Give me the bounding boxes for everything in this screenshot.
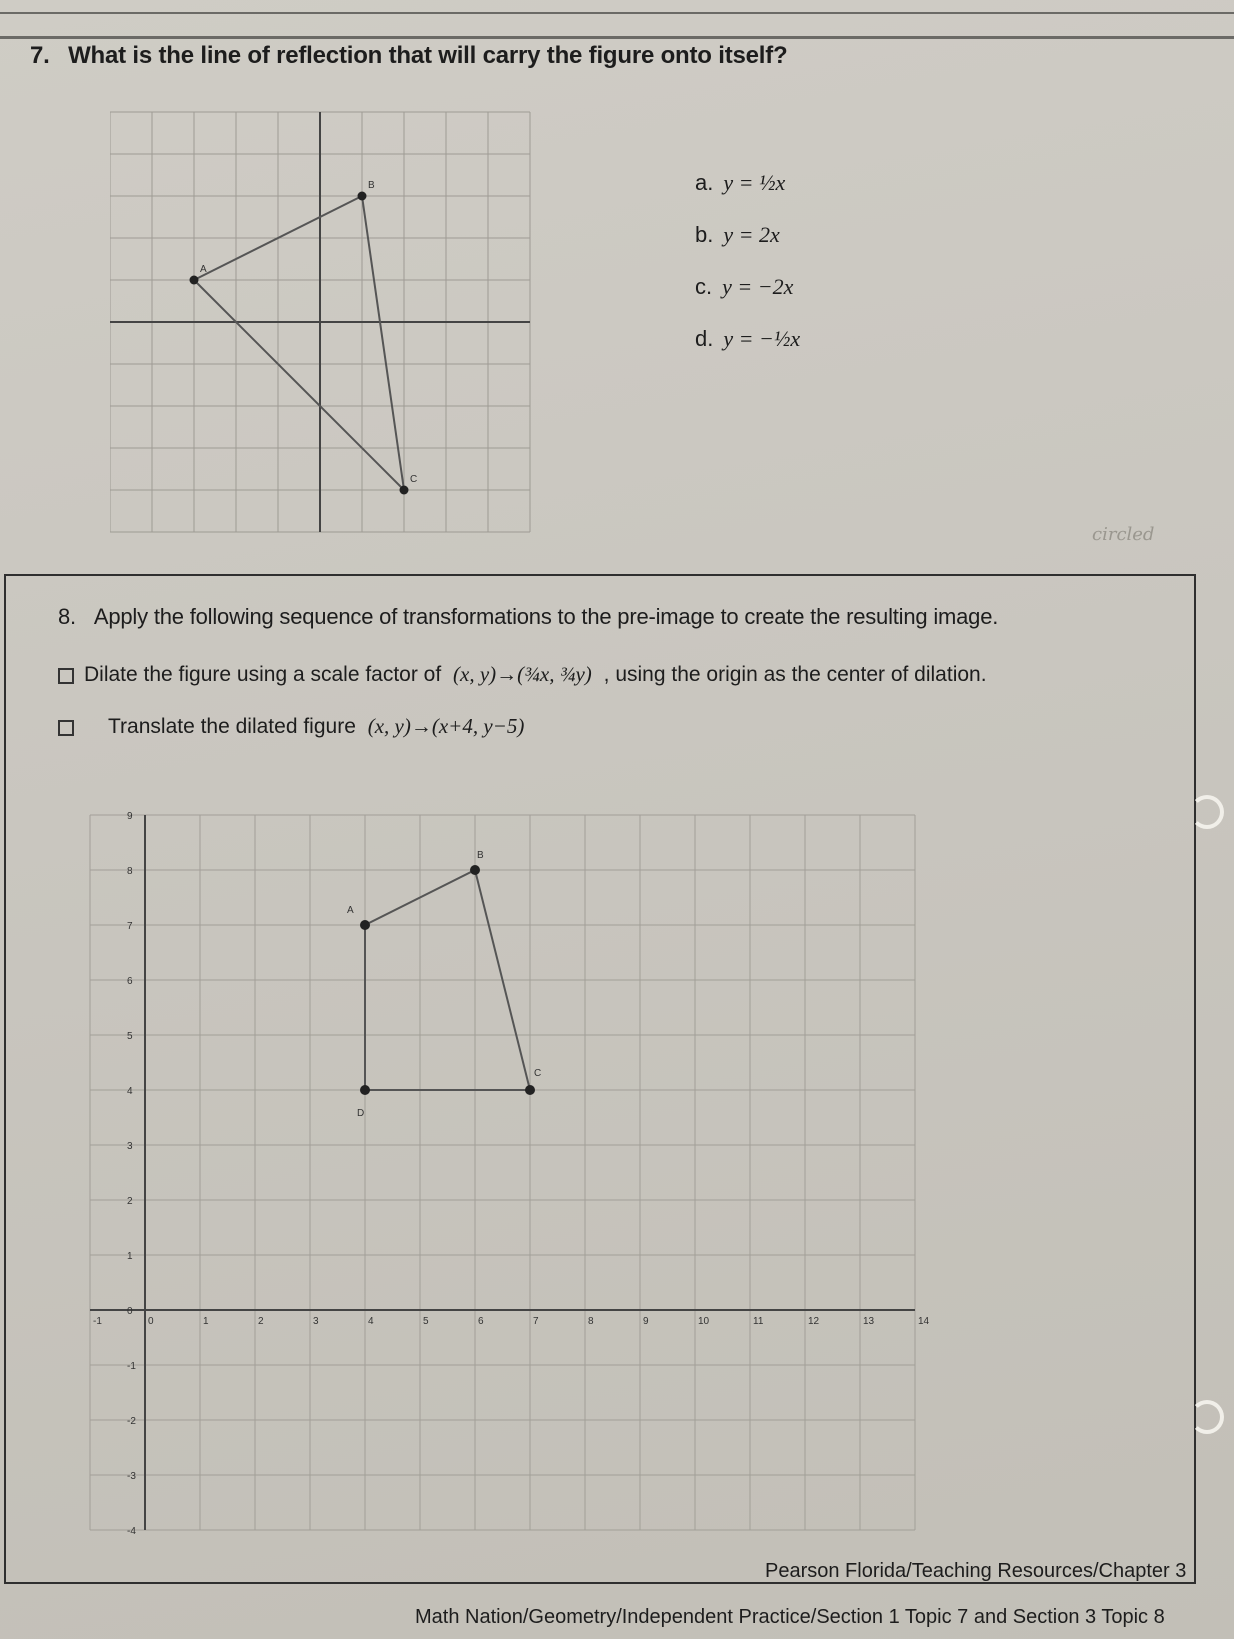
q7-title — [30, 42, 788, 70]
q7-grid — [110, 112, 530, 532]
q8-vertex-C — [525, 1085, 535, 1095]
q7-prompt: What is the line of reflection that will carry the figure onto itself? — [68, 42, 788, 69]
q7-choice-c[interactable] — [695, 274, 793, 300]
q8-x-tick-label: 8 — [588, 1316, 594, 1327]
q8-vertex-D — [360, 1085, 370, 1095]
q8-grid — [90, 811, 930, 1537]
q8-vertex-B — [470, 865, 480, 875]
q8-figure — [347, 850, 541, 1119]
q7-choice-a[interactable] — [695, 170, 785, 196]
q8-y-tick-label: -2 — [127, 1416, 136, 1427]
q8-x-tick-label: 6 — [478, 1316, 484, 1327]
q8-prompt: Apply the following sequence of transformations to the pre-image to create the resulting image. — [93, 604, 999, 629]
q8-x-tick-label: 1 — [203, 1316, 209, 1327]
top-rule-2 — [0, 36, 1234, 39]
q8-x-tick-label: 14 — [918, 1316, 930, 1327]
q8-y-tick-label: -4 — [127, 1526, 136, 1537]
q7-choice-b-label: b. — [695, 222, 714, 247]
q8-step1-checkbox[interactable] — [58, 668, 74, 684]
q8-step1 — [84, 662, 987, 687]
q7-number: 7. — [30, 42, 50, 69]
q8-vertex-label: C — [534, 1068, 542, 1079]
footer-line-1: Pearson Florida/Teaching Resources/Chapter 3 — [765, 1560, 1187, 1582]
q8-step2-rule: (x, y)→(x+4, y−5) — [367, 714, 525, 738]
q8-y-tick-label: 9 — [127, 811, 133, 822]
q8-step2-text: Translate the dilated figure — [108, 715, 356, 738]
q7-choice-b-eq: y = 2x — [723, 222, 780, 247]
binder-hole-1 — [1190, 795, 1224, 829]
q8-y-tick-label: 6 — [127, 976, 133, 987]
q8-step2-checkbox[interactable] — [58, 720, 74, 736]
q8-y-tick-label: -1 — [127, 1361, 136, 1372]
q8-y-tick-label: 5 — [127, 1031, 133, 1042]
q8-y-tick-label: 4 — [127, 1086, 133, 1097]
q7-vertex-A — [190, 276, 199, 285]
q8-vertex-A — [360, 920, 370, 930]
q8-x-tick-label: 3 — [313, 1316, 319, 1327]
q7-choice-a-label: a. — [695, 170, 714, 195]
binder-hole-2 — [1190, 1400, 1224, 1434]
footer-line-2: Math Nation/Geometry/Independent Practice/Section 1 Topic 7 and Section 3 Topic 8 — [415, 1606, 1165, 1628]
q7-choice-a-eq: y = ½x — [723, 170, 786, 195]
q8-y-tick-label: 8 — [127, 866, 133, 877]
q7-choice-d-eq: y = −½x — [723, 326, 801, 351]
q8-y-tick-label: 3 — [127, 1141, 133, 1152]
q8-step2 — [108, 714, 524, 739]
q8-x-tick-label: 12 — [808, 1316, 820, 1327]
q8-x-tick-label: 13 — [863, 1316, 875, 1327]
q7-choice-c-label: c. — [695, 274, 713, 299]
q8-x-tick-label: 4 — [368, 1316, 374, 1327]
q8-number: 8. — [58, 604, 76, 629]
q8-y-tick-label: 1 — [127, 1251, 133, 1262]
q8-x-tick-label: 5 — [423, 1316, 429, 1327]
q8-step1-after: , using the origin as the center of dilation. — [603, 663, 987, 686]
q8-step1-text: Dilate the figure using a scale factor of — [84, 663, 442, 686]
q8-y-tick-label: 7 — [127, 921, 133, 932]
q8-y-tick-label: 2 — [127, 1196, 133, 1207]
q7-choice-d[interactable] — [695, 326, 800, 352]
q8-step1-rule: (x, y)→(¾x, ¾y) — [453, 662, 592, 686]
q8-vertex-label: D — [357, 1108, 365, 1119]
q8-x-tick-label: 10 — [698, 1316, 710, 1327]
top-rule — [0, 12, 1234, 14]
q7-vertex-label: C — [410, 474, 418, 485]
q8-vertex-label: B — [477, 850, 484, 861]
q7-graph — [110, 100, 560, 540]
handwritten-note: circled — [1092, 524, 1155, 545]
q7-choice-d-label: d. — [695, 326, 714, 351]
q8-x-tick-label: -1 — [93, 1316, 102, 1327]
q7-vertex-label: A — [200, 264, 207, 275]
q8-x-tick-label: 9 — [643, 1316, 649, 1327]
q8-x-tick-label: 11 — [753, 1316, 764, 1327]
q7-vertex-label: B — [368, 180, 375, 191]
q8-x-tick-label: 0 — [148, 1316, 154, 1327]
q7-vertex-C — [400, 486, 409, 495]
q7-triangle — [194, 196, 404, 490]
q8-y-tick-label: -3 — [127, 1471, 136, 1482]
q8-x-tick-label: 7 — [533, 1316, 539, 1327]
q8-graph — [40, 800, 960, 1550]
q7-vertex-B — [358, 192, 367, 201]
q8-y-tick-label: 0 — [127, 1306, 133, 1317]
q8-vertex-label: A — [347, 905, 354, 916]
q8-title — [58, 604, 998, 630]
q7-choice-c-eq: y = −2x — [722, 274, 794, 299]
q8-x-tick-label: 2 — [258, 1316, 264, 1327]
q7-choice-b[interactable] — [695, 222, 780, 248]
q7-figure — [190, 180, 418, 495]
